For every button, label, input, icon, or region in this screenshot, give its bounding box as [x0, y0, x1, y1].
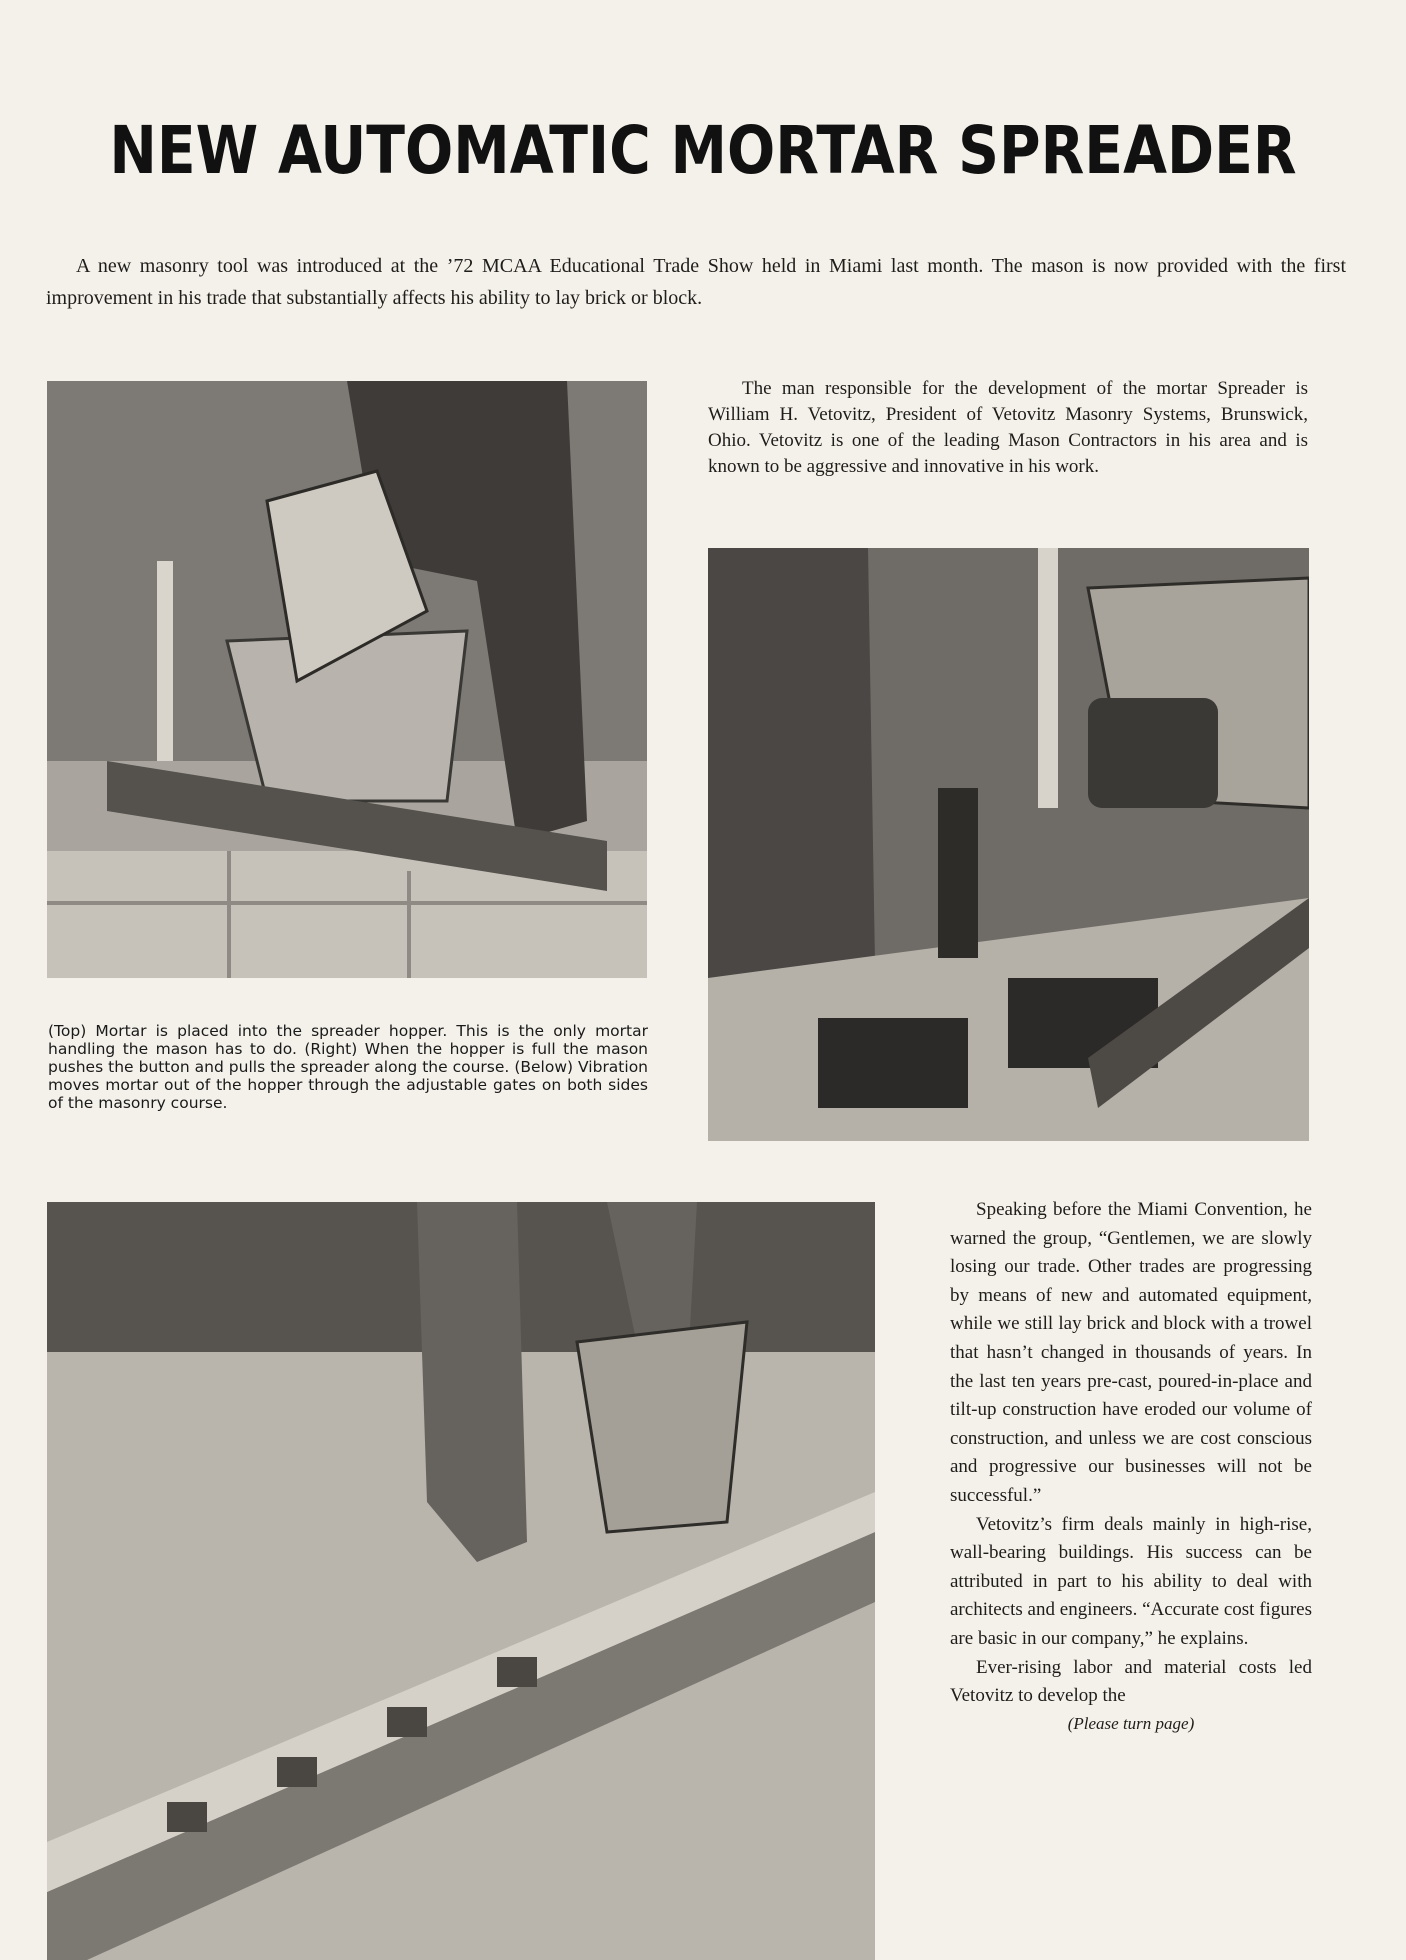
photo-bottom-course — [47, 1202, 875, 1960]
paragraph-costs: Ever-rising labor and material costs led Vetovitz to develop the — [950, 1656, 1312, 1707]
paragraph-firm: Vetovitz’s firm deals mainly in high-rise, wall-bearing buildings. His success can be attributed in part to his ability to deal with architects and engineers. “Accurate cost figures are basic in our company,” he explains. — [950, 1513, 1312, 1649]
paragraph-quote: Speaking before the Miami Convention, he warned the group, “Gentlemen, we are slowly losing our trade. Other trades are progressing by means of new and automated equipment, while we still lay brick and block with a trowel that hasn’t changed in thousands of years. In the last ten years pre-cast, poured-in-place and tilt-up construction have eroded our volume of construction, and unless we are cost conscious and progressive our businesses will not be successful.” — [950, 1199, 1312, 1506]
continued-note: (Please turn page) — [1067, 1713, 1195, 1733]
bottom-text-column — [950, 1196, 1312, 1737]
article-title: NEW AUTOMATIC MORTAR SPREADER — [109, 112, 1297, 189]
photo-top-hopper — [47, 381, 647, 978]
paragraph-developer: The man responsible for the development of the mortar Spreader is William H. Vetovitz, President of Vetovitz Masonry Systems, Brunswick, Ohio. Vetovitz is one of the leading Mason Contractors in his area and is known to be aggressive and innovative in his work. — [708, 378, 1308, 477]
photo-caption: (Top) Mortar is placed into the spreader hopper. This is the only mortar handling the mason has to do. (Right) When the hopper is full the mason pushes the button and pulls the spreader along the course. (Below) Vibration moves mortar out of the hopper through the adjustable gates on both sides of the masonry course. — [48, 1022, 648, 1112]
photo-right-spreader — [708, 548, 1309, 1141]
intro-paragraph: A new masonry tool was introduced at the ’72 MCAA Educational Trade Show held in Miami last month. The mason is now provided with the first improvement in his trade that substantially affects his ability to lay brick or block. — [46, 255, 1346, 309]
